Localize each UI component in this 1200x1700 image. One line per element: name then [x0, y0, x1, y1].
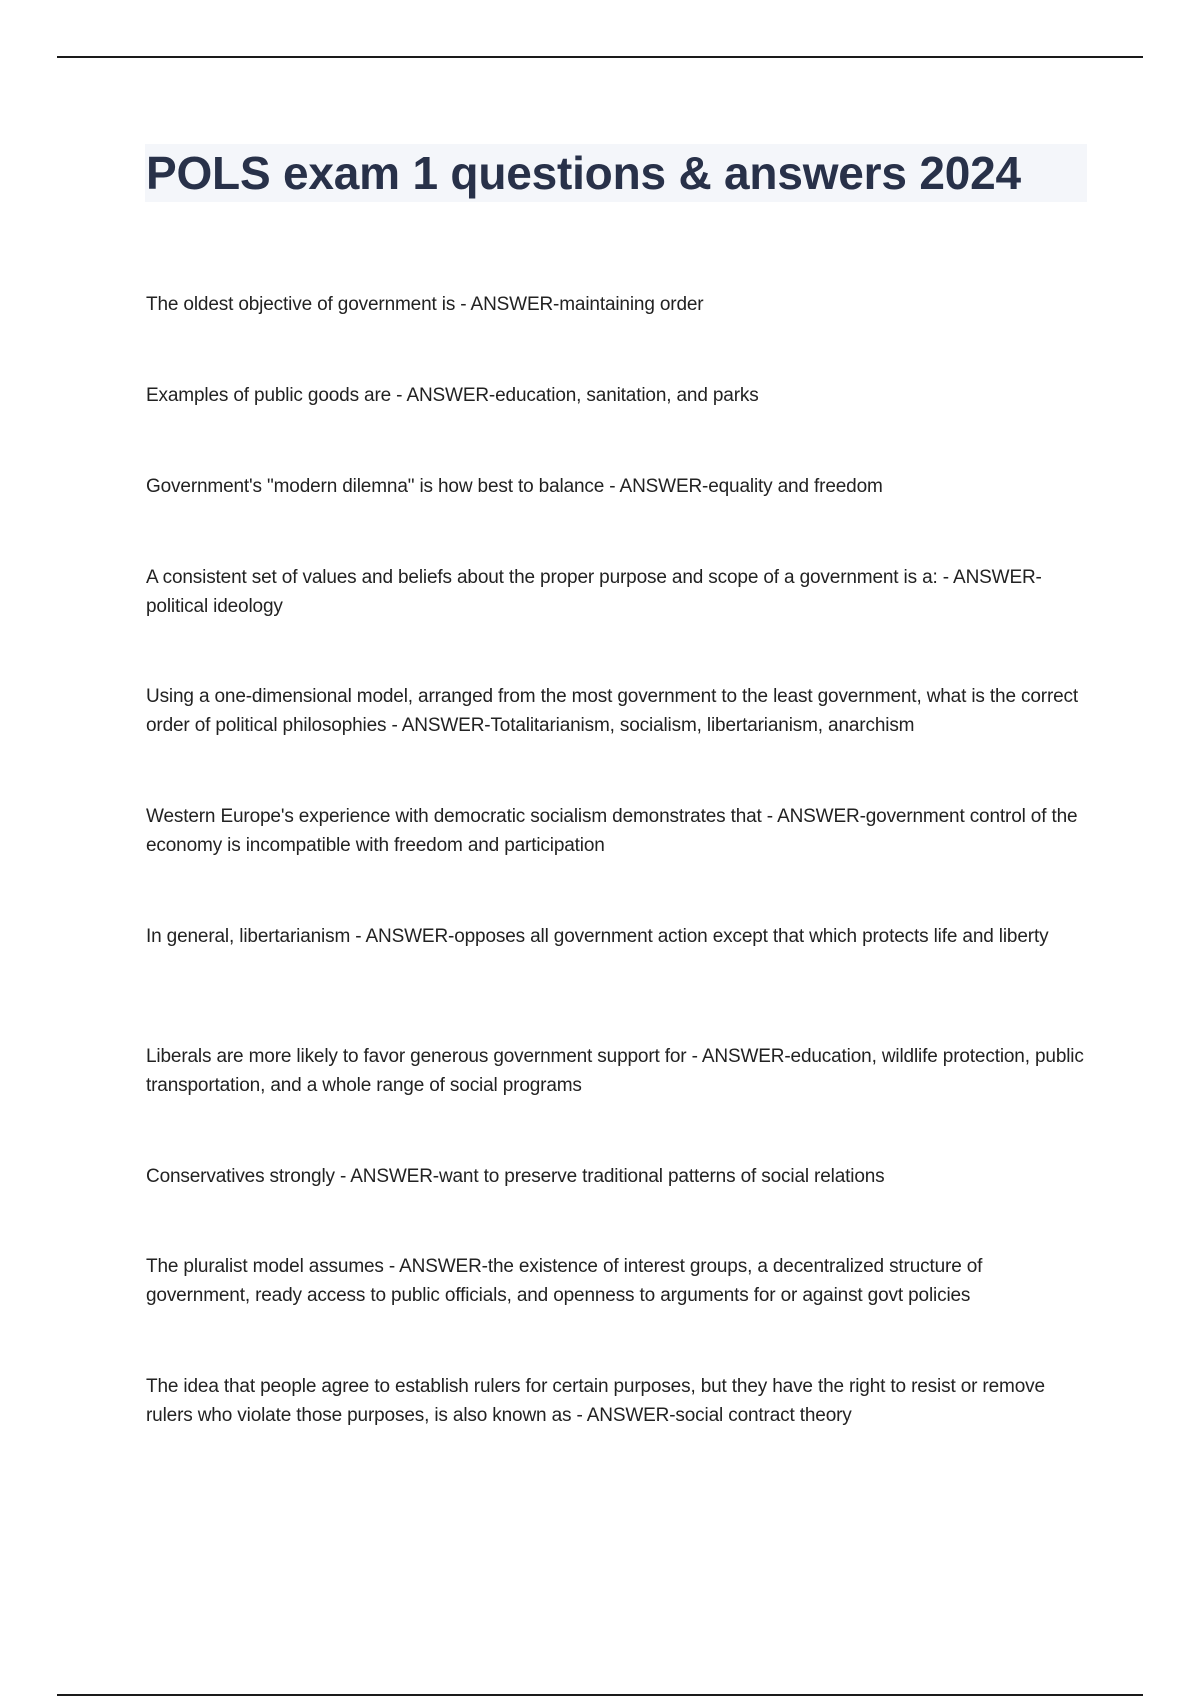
qa-item: Liberals are more likely to favor generous government support for - ANSWER-education, wildlife protection, public transportation, and a whole range of social programs — [146, 1046, 1084, 1096]
qa-item: Using a one-dimensional model, arranged from the most government to the least government, what is the correct order of political philosophies - ANSWER-Totalitarianism, socialism, libertarianism, anarchism — [146, 686, 1079, 736]
qa-item: Western Europe's experience with democratic socialism demonstrates that - ANSWER-government control of the economy is incompatible with freedom and participation — [146, 806, 1078, 856]
top-divider — [57, 56, 1143, 58]
qa-item: The oldest objective of government is - ANSWER-maintaining order — [146, 294, 704, 315]
qa-item: Examples of public goods are - ANSWER-education, sanitation, and parks — [146, 385, 759, 406]
qa-item: Conservatives strongly - ANSWER-want to preserve traditional patterns of social relations — [146, 1166, 885, 1187]
page-title: POLS exam 1 questions & answers 2024 — [146, 147, 1021, 199]
qa-item: In general, libertarianism - ANSWER-opposes all government action except that which protects life and liberty — [146, 926, 1049, 947]
bottom-divider — [57, 1694, 1143, 1696]
qa-item: The pluralist model assumes - ANSWER-the existence of interest groups, a decentralized structure of government, ready access to public officials, and openness to arguments for or against govt policies — [146, 1256, 983, 1306]
qa-item: A consistent set of values and beliefs about the proper purpose and scope of a government is a: - ANSWER-political ideology — [146, 567, 1042, 617]
qa-item: Government's "modern dilemna" is how best to balance - ANSWER-equality and freedom — [146, 476, 883, 497]
qa-item: The idea that people agree to establish rulers for certain purposes, but they have the right to resist or remove rulers who violate those purposes, is also known as - ANSWER-social contract theory — [146, 1376, 1045, 1426]
